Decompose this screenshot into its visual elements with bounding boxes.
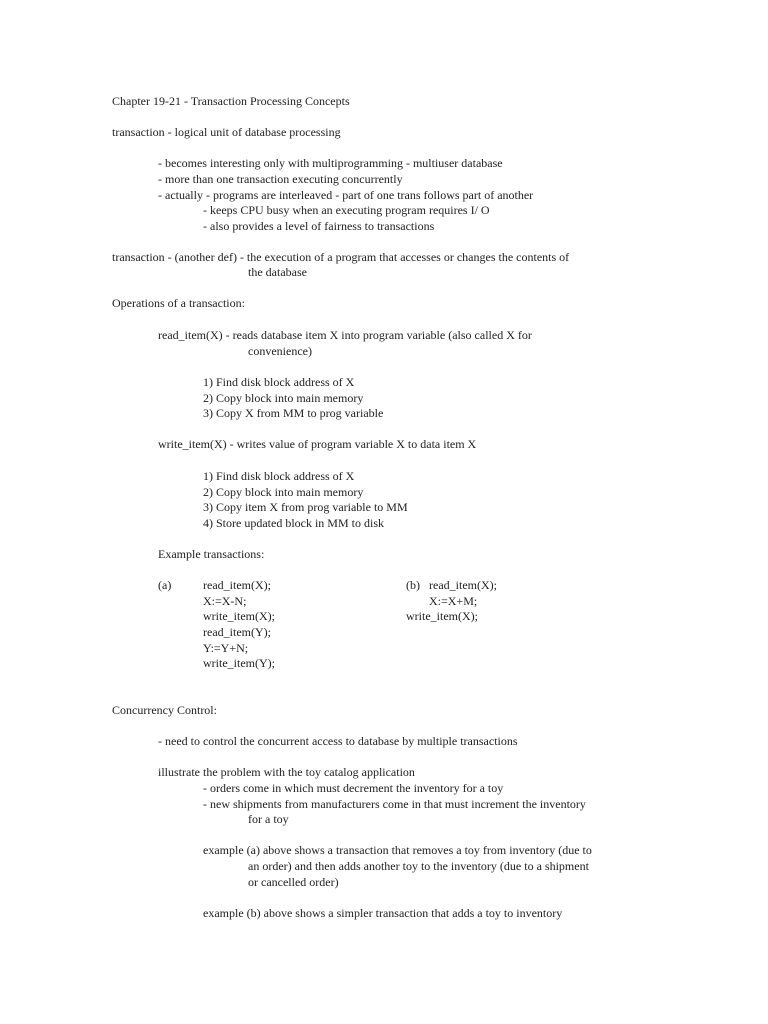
example-b-explanation: example (b) above shows a simpler transaction that adds a toy to inventory — [203, 906, 563, 920]
read-item-description-continuation: convenience) — [248, 344, 312, 358]
operations-heading: Operations of a transaction: — [112, 296, 245, 310]
definition-sub-bullet: - also provides a level of fairness to transactions — [203, 219, 435, 233]
alternate-definition-line: transaction - (another def) - the execution of a program that accesses or changes the contents of — [112, 250, 570, 264]
example-a-code-line: X:=X-N; — [203, 594, 247, 608]
write-step: 1) Find disk block address of X — [203, 469, 355, 483]
alternate-definition-continuation: the database — [248, 265, 307, 279]
concurrency-heading: Concurrency Control: — [112, 703, 217, 717]
definition-bullet: - becomes interesting only with multiprogramming - multiuser database — [158, 156, 503, 170]
example-b-label: (b) — [406, 578, 420, 592]
transaction-definition: transaction - logical unit of database processing — [112, 125, 341, 139]
toy-catalog-bullet: - orders come in which must decrement the inventory for a toy — [203, 781, 504, 795]
example-a-code-line: write_item(X); — [203, 609, 275, 623]
example-b-code-line: read_item(X); — [429, 578, 497, 592]
example-a-explanation-continuation: or cancelled order) — [248, 875, 339, 889]
definition-bullet: - more than one transaction executing concurrently — [158, 172, 403, 186]
write-step: 3) Copy item X from prog variable to MM — [203, 500, 408, 514]
read-step: 2) Copy block into main memory — [203, 391, 364, 405]
example-a-explanation-continuation: an order) and then adds another toy to the inventory (due to a shipment — [248, 859, 589, 873]
toy-catalog-bullet-continuation: for a toy — [248, 812, 289, 826]
examples-heading: Example transactions: — [158, 547, 265, 561]
definition-sub-bullet: - keeps CPU busy when an executing program requires I/ O — [203, 203, 490, 217]
example-a-code-line: read_item(X); — [203, 578, 271, 592]
write-step: 2) Copy block into main memory — [203, 485, 364, 499]
read-item-description: read_item(X) - reads database item X into program variable (also called X for — [158, 328, 532, 342]
concurrency-need: - need to control the concurrent access to database by multiple transactions — [158, 734, 518, 748]
example-a-code-line: read_item(Y); — [203, 625, 271, 639]
example-b-code-line: write_item(X); — [406, 609, 478, 623]
example-a-code-line: Y:=Y+N; — [203, 641, 249, 655]
write-step: 4) Store updated block in MM to disk — [203, 516, 384, 530]
read-step: 3) Copy X from MM to prog variable — [203, 406, 384, 420]
definition-bullet: - actually - programs are interleaved - part of one trans follows part of another — [158, 188, 534, 202]
toy-catalog-bullet: - new shipments from manufacturers come in that must increment the inventory — [203, 797, 586, 811]
read-step: 1) Find disk block address of X — [203, 375, 355, 389]
example-a-explanation: example (a) above shows a transaction that removes a toy from inventory (due to — [203, 843, 592, 857]
example-a-label: (a) — [158, 578, 172, 592]
toy-catalog-intro: illustrate the problem with the toy catalog application — [158, 765, 415, 779]
example-b-code-line: X:=X+M; — [429, 594, 478, 608]
chapter-heading: Chapter 19-21 - Transaction Processing Concepts — [112, 94, 350, 108]
write-item-description: write_item(X) - writes value of program variable X to data item X — [158, 437, 477, 451]
example-a-code-line: write_item(Y); — [203, 656, 275, 670]
